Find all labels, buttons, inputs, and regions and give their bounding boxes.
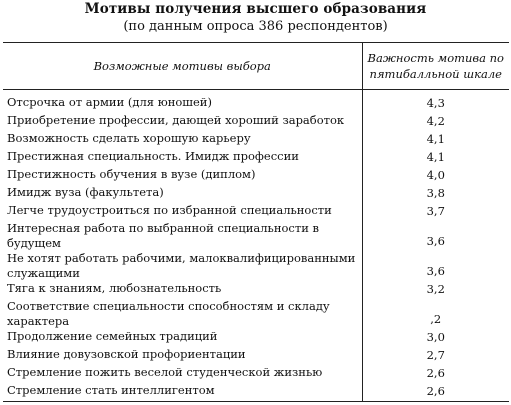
motive-cell: Соответствие специальности способностям и складу характера xyxy=(3,299,362,329)
motive-cell: Не хотят работать рабочими, малоквалифицированными служащими xyxy=(3,251,362,281)
table-header-row xyxy=(3,43,509,90)
table-row xyxy=(3,167,509,185)
importance-cell: 4,2 xyxy=(426,114,445,128)
table-row xyxy=(3,113,509,131)
importance-cell: 3,7 xyxy=(426,204,445,218)
table-row xyxy=(3,365,509,383)
importance-cell: 3,2 xyxy=(426,282,445,296)
table-body xyxy=(3,90,509,402)
importance-cell: 4,3 xyxy=(426,96,445,110)
motive-cell: Влияние довузовской профориентации xyxy=(3,347,362,365)
table-row xyxy=(3,149,509,167)
header-motive: Возможные мотивы выбора xyxy=(3,43,362,90)
table-row xyxy=(3,329,509,347)
importance-cell: 2,6 xyxy=(426,366,445,380)
motive-cell: Интересная работа по выбранной специальности в будущем xyxy=(3,221,362,251)
document-subtitle: (по данным опроса 386 респондентов) xyxy=(123,19,388,34)
table-row xyxy=(3,131,509,149)
importance-cell: 3,6 xyxy=(426,264,445,278)
motive-cell: Приобретение профессии, дающей хороший заработок xyxy=(3,113,362,131)
importance-cell: 4,1 xyxy=(426,150,445,164)
importance-cell: 2,7 xyxy=(426,348,445,362)
document-title: Мотивы получения высшего образования xyxy=(84,1,427,17)
motive-cell: Легче трудоустроиться по избранной специальности xyxy=(3,203,362,221)
motive-cell: Отсрочка от армии (для юношей) xyxy=(3,90,362,114)
motive-cell: Стремление пожить веселой студенческой жизнью xyxy=(3,365,362,383)
motive-cell: Стремление стать интеллигентом xyxy=(3,383,362,402)
table-row xyxy=(3,251,509,281)
importance-cell: ,2 xyxy=(430,312,442,326)
importance-cell: 3,8 xyxy=(426,186,445,200)
table-row xyxy=(3,90,509,114)
importance-cell: 3,6 xyxy=(426,234,445,248)
table-row xyxy=(3,203,509,221)
motive-cell: Престижная специальность. Имидж профессии xyxy=(3,149,362,167)
table-row xyxy=(3,221,509,251)
table-row xyxy=(3,383,509,402)
motive-cell: Престижность обучения в вузе (диплом) xyxy=(3,167,362,185)
motive-cell: Тяга к знаниям, любознательность xyxy=(3,281,362,299)
motive-cell: Продолжение семейных традиций xyxy=(3,329,362,347)
table-row xyxy=(3,299,509,329)
table-row xyxy=(3,185,509,203)
table-row xyxy=(3,281,509,299)
header-importance: Важность мотива по пятибалльной шкале xyxy=(362,43,509,90)
motive-cell: Возможность сделать хорошую карьеру xyxy=(3,131,362,149)
importance-cell: 2,6 xyxy=(362,383,509,402)
motive-cell: Имидж вуза (факультета) xyxy=(3,185,362,203)
importance-cell: 4,0 xyxy=(426,168,445,182)
importance-cell: 4,1 xyxy=(426,132,445,146)
table-row xyxy=(3,347,509,365)
importance-cell: 3,0 xyxy=(426,330,445,344)
motives-table xyxy=(3,42,509,402)
